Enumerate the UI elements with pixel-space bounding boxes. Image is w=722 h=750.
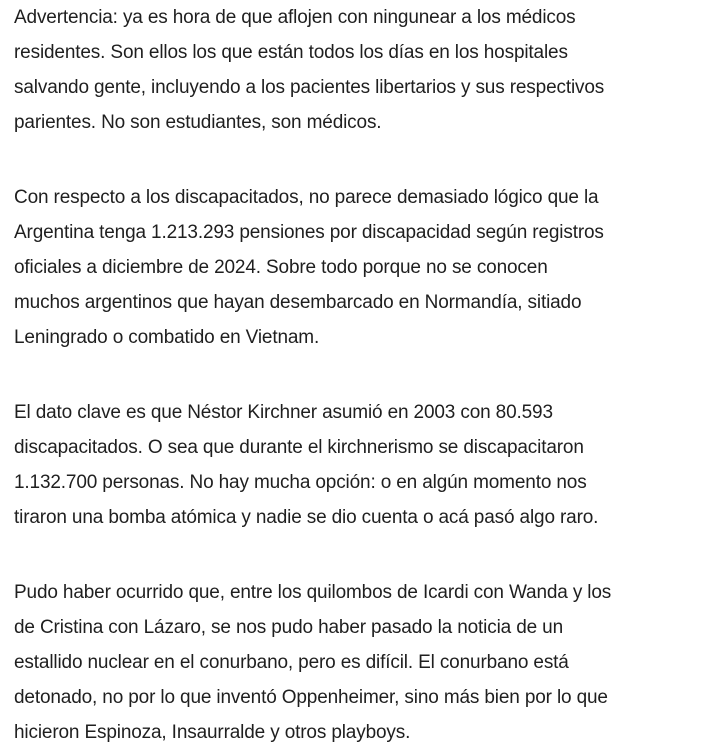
- text-line: oficiales a diciembre de 2024. Sobre todo porque no se conocen: [14, 257, 548, 278]
- text-line: detonado, no por lo que inventó Oppenheimer, sino más bien por lo que: [14, 687, 608, 708]
- text-line: Con respecto a los discapacitados, no parece demasiado lógico que la: [14, 187, 599, 208]
- text-line: El dato clave es que Néstor Kirchner asumió en 2003 con 80.593: [14, 402, 553, 423]
- text-line: hicieron Espinoza, Insaurralde y otros playboys.: [14, 722, 411, 743]
- text-line: Argentina tenga 1.213.293 pensiones por discapacidad según registros: [14, 222, 604, 243]
- text-line: parientes. No son estudiantes, son médicos.: [14, 112, 382, 133]
- text-line: estallido nuclear en el conurbano, pero es difícil. El conurbano está: [14, 652, 569, 673]
- paragraph: [14, 395, 710, 535]
- paragraph: [14, 575, 710, 750]
- text-line: tiraron una bomba atómica y nadie se dio cuenta o acá pasó algo raro.: [14, 507, 599, 528]
- text-line: muchos argentinos que hayan desembarcado en Normandía, sitiado: [14, 292, 582, 313]
- text-line: Advertencia: ya es hora de que aflojen con ningunear a los médicos: [14, 7, 576, 28]
- paragraph: [14, 180, 710, 355]
- text-line: de Cristina con Lázaro, se nos pudo haber pasado la noticia de un: [14, 617, 564, 638]
- text-line: Leningrado o combatido en Vietnam.: [14, 327, 320, 348]
- text-line: discapacitados. O sea que durante el kirchnerismo se discapacitaron: [14, 437, 584, 458]
- text-line: salvando gente, incluyendo a los pacientes libertarios y sus respectivos: [14, 77, 605, 98]
- text-line: residentes. Son ellos los que están todos los días en los hospitales: [14, 42, 568, 63]
- text-line: 1.132.700 personas. No hay mucha opción: o en algún momento nos: [14, 472, 587, 493]
- paragraph: [14, 0, 710, 140]
- article-body: [14, 0, 710, 750]
- text-line: Pudo haber ocurrido que, entre los quilombos de Icardi con Wanda y los: [14, 582, 612, 603]
